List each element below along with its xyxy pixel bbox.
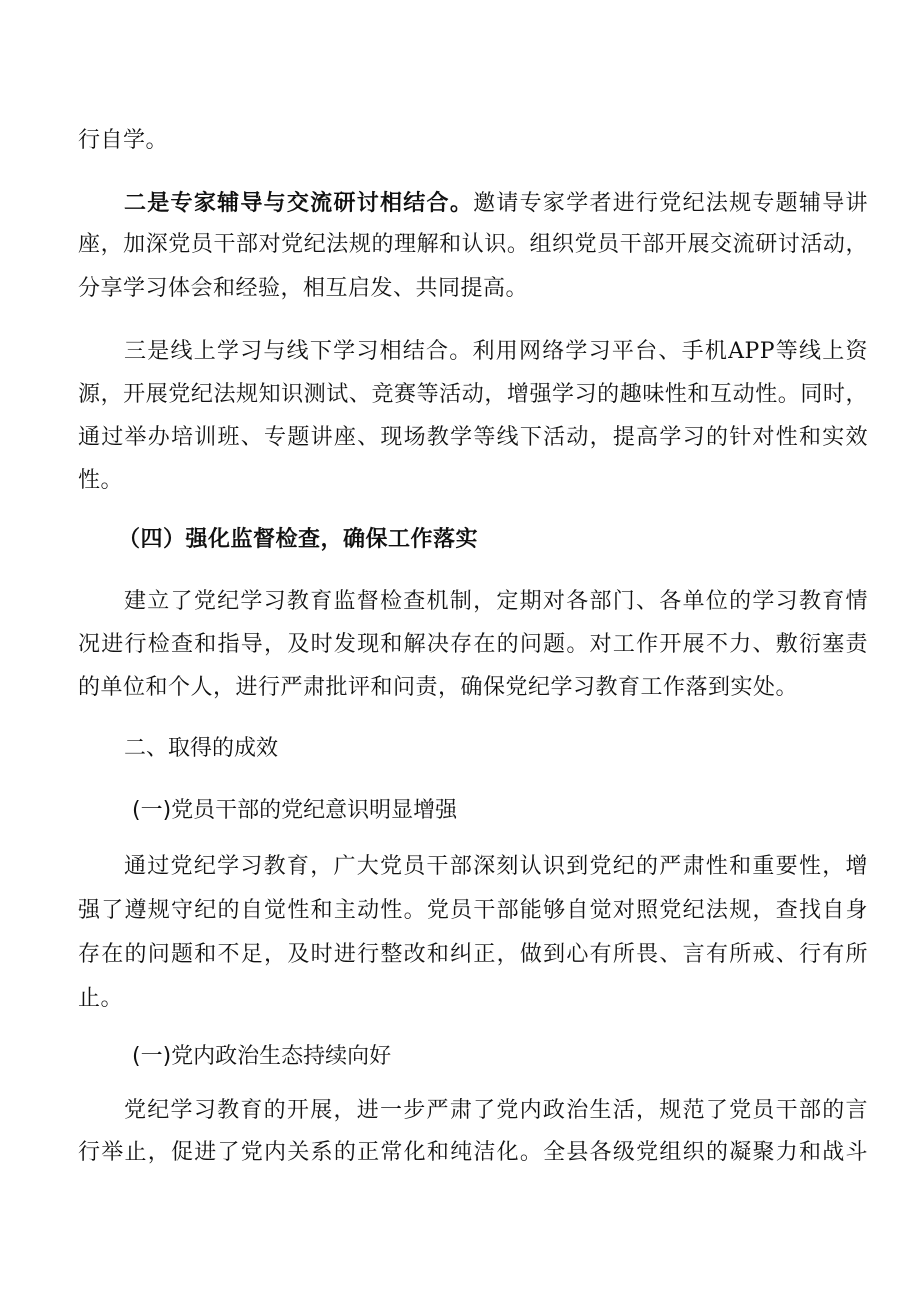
paragraph-line: 党纪学习教育的开展，进一步严肃了党内政治生活，规范了党员干部的言 [124,1098,868,1123]
paragraph-line: 行自学。 [78,128,169,153]
subsection-heading: (一)党员干部的党纪意识明显增强 [132,798,458,823]
paragraph-line: 性。 [78,468,124,493]
paragraph-line: 存在的问题和不足，及时进行整改和纠正，做到心有所畏、言有所戒、行有所 [78,942,868,967]
paragraph-line: 建立了党纪学习教育监督检查机制，定期对各部门、各单位的学习教育情 [124,589,868,614]
paragraph-line: 座，加深党员干部对党纪法规的理解和认识。组织党员干部开展交流研讨活动， [78,232,868,257]
subsection-heading: (一)党内政治生态持续向好 [132,1044,392,1069]
paragraph-line: 强了遵规守纪的自觉性和主动性。党员干部能够自觉对照党纪法规，查找自身 [78,898,868,923]
paragraph-line-rest: 邀请专家学者进行党纪法规专题辅导讲 [473,191,868,216]
section-heading: 二、取得的成效 [124,736,279,761]
paragraph-line: 行举止，促进了党内关系的正常化和纯洁化。全县各级党组织的凝聚力和战斗 [78,1140,868,1165]
paragraph-lead: 二是专家辅导与交流研讨相结合。 [124,190,474,216]
paragraph-line: 通过党纪学习教育，广大党员干部深刻认识到党纪的严肃性和重要性，增 [124,854,868,879]
paragraph-line: 止。 [78,986,124,1011]
paragraph-line: 三是线上学习与线下学习相结合。利用网络学习平台、手机APP等线上资 [124,339,868,364]
paragraph-line [124,188,868,219]
paragraph-line: 况进行检查和指导，及时发现和解决存在的问题。对工作开展不力、敷衍塞责 [78,632,868,657]
paragraph-line: 源，开展党纪法规知识测试、竞赛等活动，增强学习的趣味性和互动性。同时， [78,382,868,407]
paragraph-line: 分享学习体会和经验，相互启发、共同提高。 [78,276,529,301]
section-heading: （四）强化监督检查，确保工作落实 [118,526,479,552]
paragraph-line: 的单位和个人，进行严肃批评和问责，确保党纪学习教育工作落到实处。 [78,675,799,700]
paragraph-line: 通过举办培训班、专题讲座、现场教学等线下活动，提高学习的针对性和实效 [78,425,868,450]
